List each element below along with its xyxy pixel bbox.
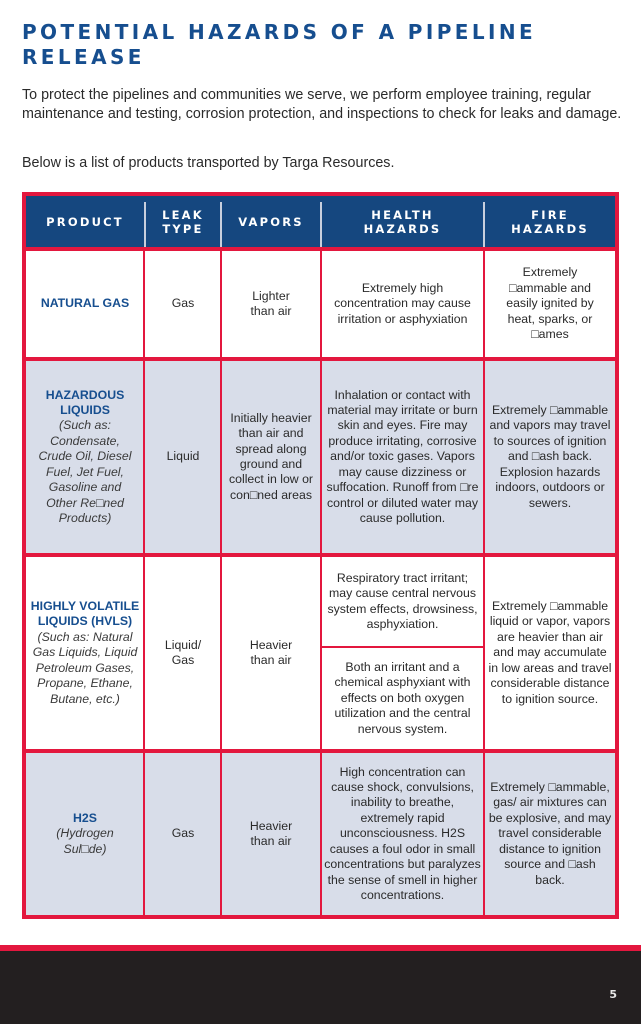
fire-hazards-cell: Extremely □ammable liquid or vapor, vapors are heavier than air and may accumulate in low areas and travel considerable distance to ignition source.	[488, 599, 612, 706]
vapors-cell: Lighter than air	[250, 288, 292, 318]
leak-type-cell: Gas	[171, 826, 195, 841]
hazards-table	[22, 192, 619, 919]
product-cell	[26, 251, 144, 357]
intro-paragraph: To protect the pipelines and communities we serve, we perform employee training, regular maintenance and testing, corrosion protection, and inspections to check for leaks and damage.	[22, 87, 622, 122]
leak-type-cell: Liquid	[166, 449, 200, 464]
header-leak-type: LEAK TYPE	[162, 207, 204, 236]
header-health-hazards: HEALTH HAZARDS	[363, 207, 442, 236]
product-cell	[26, 361, 144, 553]
table-row-natural-gas	[26, 251, 615, 357]
vapors-cell: Heavier than air	[249, 818, 293, 848]
product-description: (Such as: Natural Gas Liquids, Liquid Petroleum Gases, Propane, Ethane, Butane, etc.)	[32, 629, 138, 706]
header-product: PRODUCT	[46, 214, 124, 229]
product-description: (Such as: Condensate, Crude Oil, Diesel Fuel, Jet Fuel, Gasoline and Other Re□ned Products)	[38, 418, 132, 525]
health-hazards-cell: High concentration can cause shock, convulsions, inability to breathe, extremely rapid unconsciousness. H2S causes a foul odor in small concentrations but paralyzes the sense of smell in higher concentrations.	[324, 764, 481, 902]
product-name: NATURAL GAS	[40, 296, 130, 311]
vapors-cell: Initially heavier than air and spread along ground and collect in low or con□ned areas	[228, 410, 314, 502]
table-row-h2s	[26, 753, 615, 915]
leak-type-cell: Liquid/ Gas	[164, 637, 202, 667]
table-row-hazardous-liquids	[26, 361, 615, 553]
health-hazards-cell: Respiratory tract irritant; may cause central nervous system effects, drowsiness, asphyxiation.	[327, 570, 478, 631]
fire-hazards-cell: Extremely □ammable, gas/ air mixtures can be explosive, and may travel considerable distance to ignition source and □ash back.	[488, 780, 612, 887]
header-fire-hazards: FIRE HAZARDS	[511, 207, 589, 236]
page-title: POTENTIAL HAZARDS OF A PIPELINE RELEASE	[22, 20, 537, 69]
product-cell	[26, 753, 144, 915]
product-cell	[26, 557, 144, 749]
health-hazards-cell: Inhalation or contact with material may irritate or burn skin and eyes. Fire may produce irritating, corrosive and/or toxic gases. Vapors may cause dizziness or suffocation. Runoff from □re control or diluted water may cause pollution.	[326, 387, 479, 525]
page-number: 5	[609, 988, 617, 1001]
products-intro: Below is a list of products transported by Targa Resources.	[22, 155, 395, 171]
product-name: H2S	[73, 810, 97, 825]
leak-type-cell: Gas	[171, 296, 195, 311]
vapors-cell: Heavier than air	[249, 637, 293, 667]
table-header	[26, 196, 615, 251]
product-name: HAZARDOUS LIQUIDS	[45, 387, 125, 418]
page-footer	[0, 951, 641, 1024]
fire-hazards-cell: Extremely □ammable and vapors may travel to sources of ignition and □ash back. Explosion hazards indoors, outdoors or sewers.	[489, 403, 611, 510]
product-description: (Hydrogen Sul□de)	[56, 826, 114, 856]
table-row-hvls	[26, 557, 615, 749]
health-hazards-cell: Both an irritant and a chemical asphyxiant with effects on both oxygen utilization and the central nervous system.	[334, 659, 471, 736]
product-name: HIGHLY VOLATILE LIQUIDS (HVLS)	[30, 599, 140, 629]
health-hazards-cell: Extremely high concentration may cause irritation or asphyxiation	[334, 280, 471, 326]
fire-hazards-cell: Extremely □ammable and easily ignited by heat, sparks, or □ames	[506, 265, 594, 342]
header-vapors: VAPORS	[238, 214, 304, 229]
